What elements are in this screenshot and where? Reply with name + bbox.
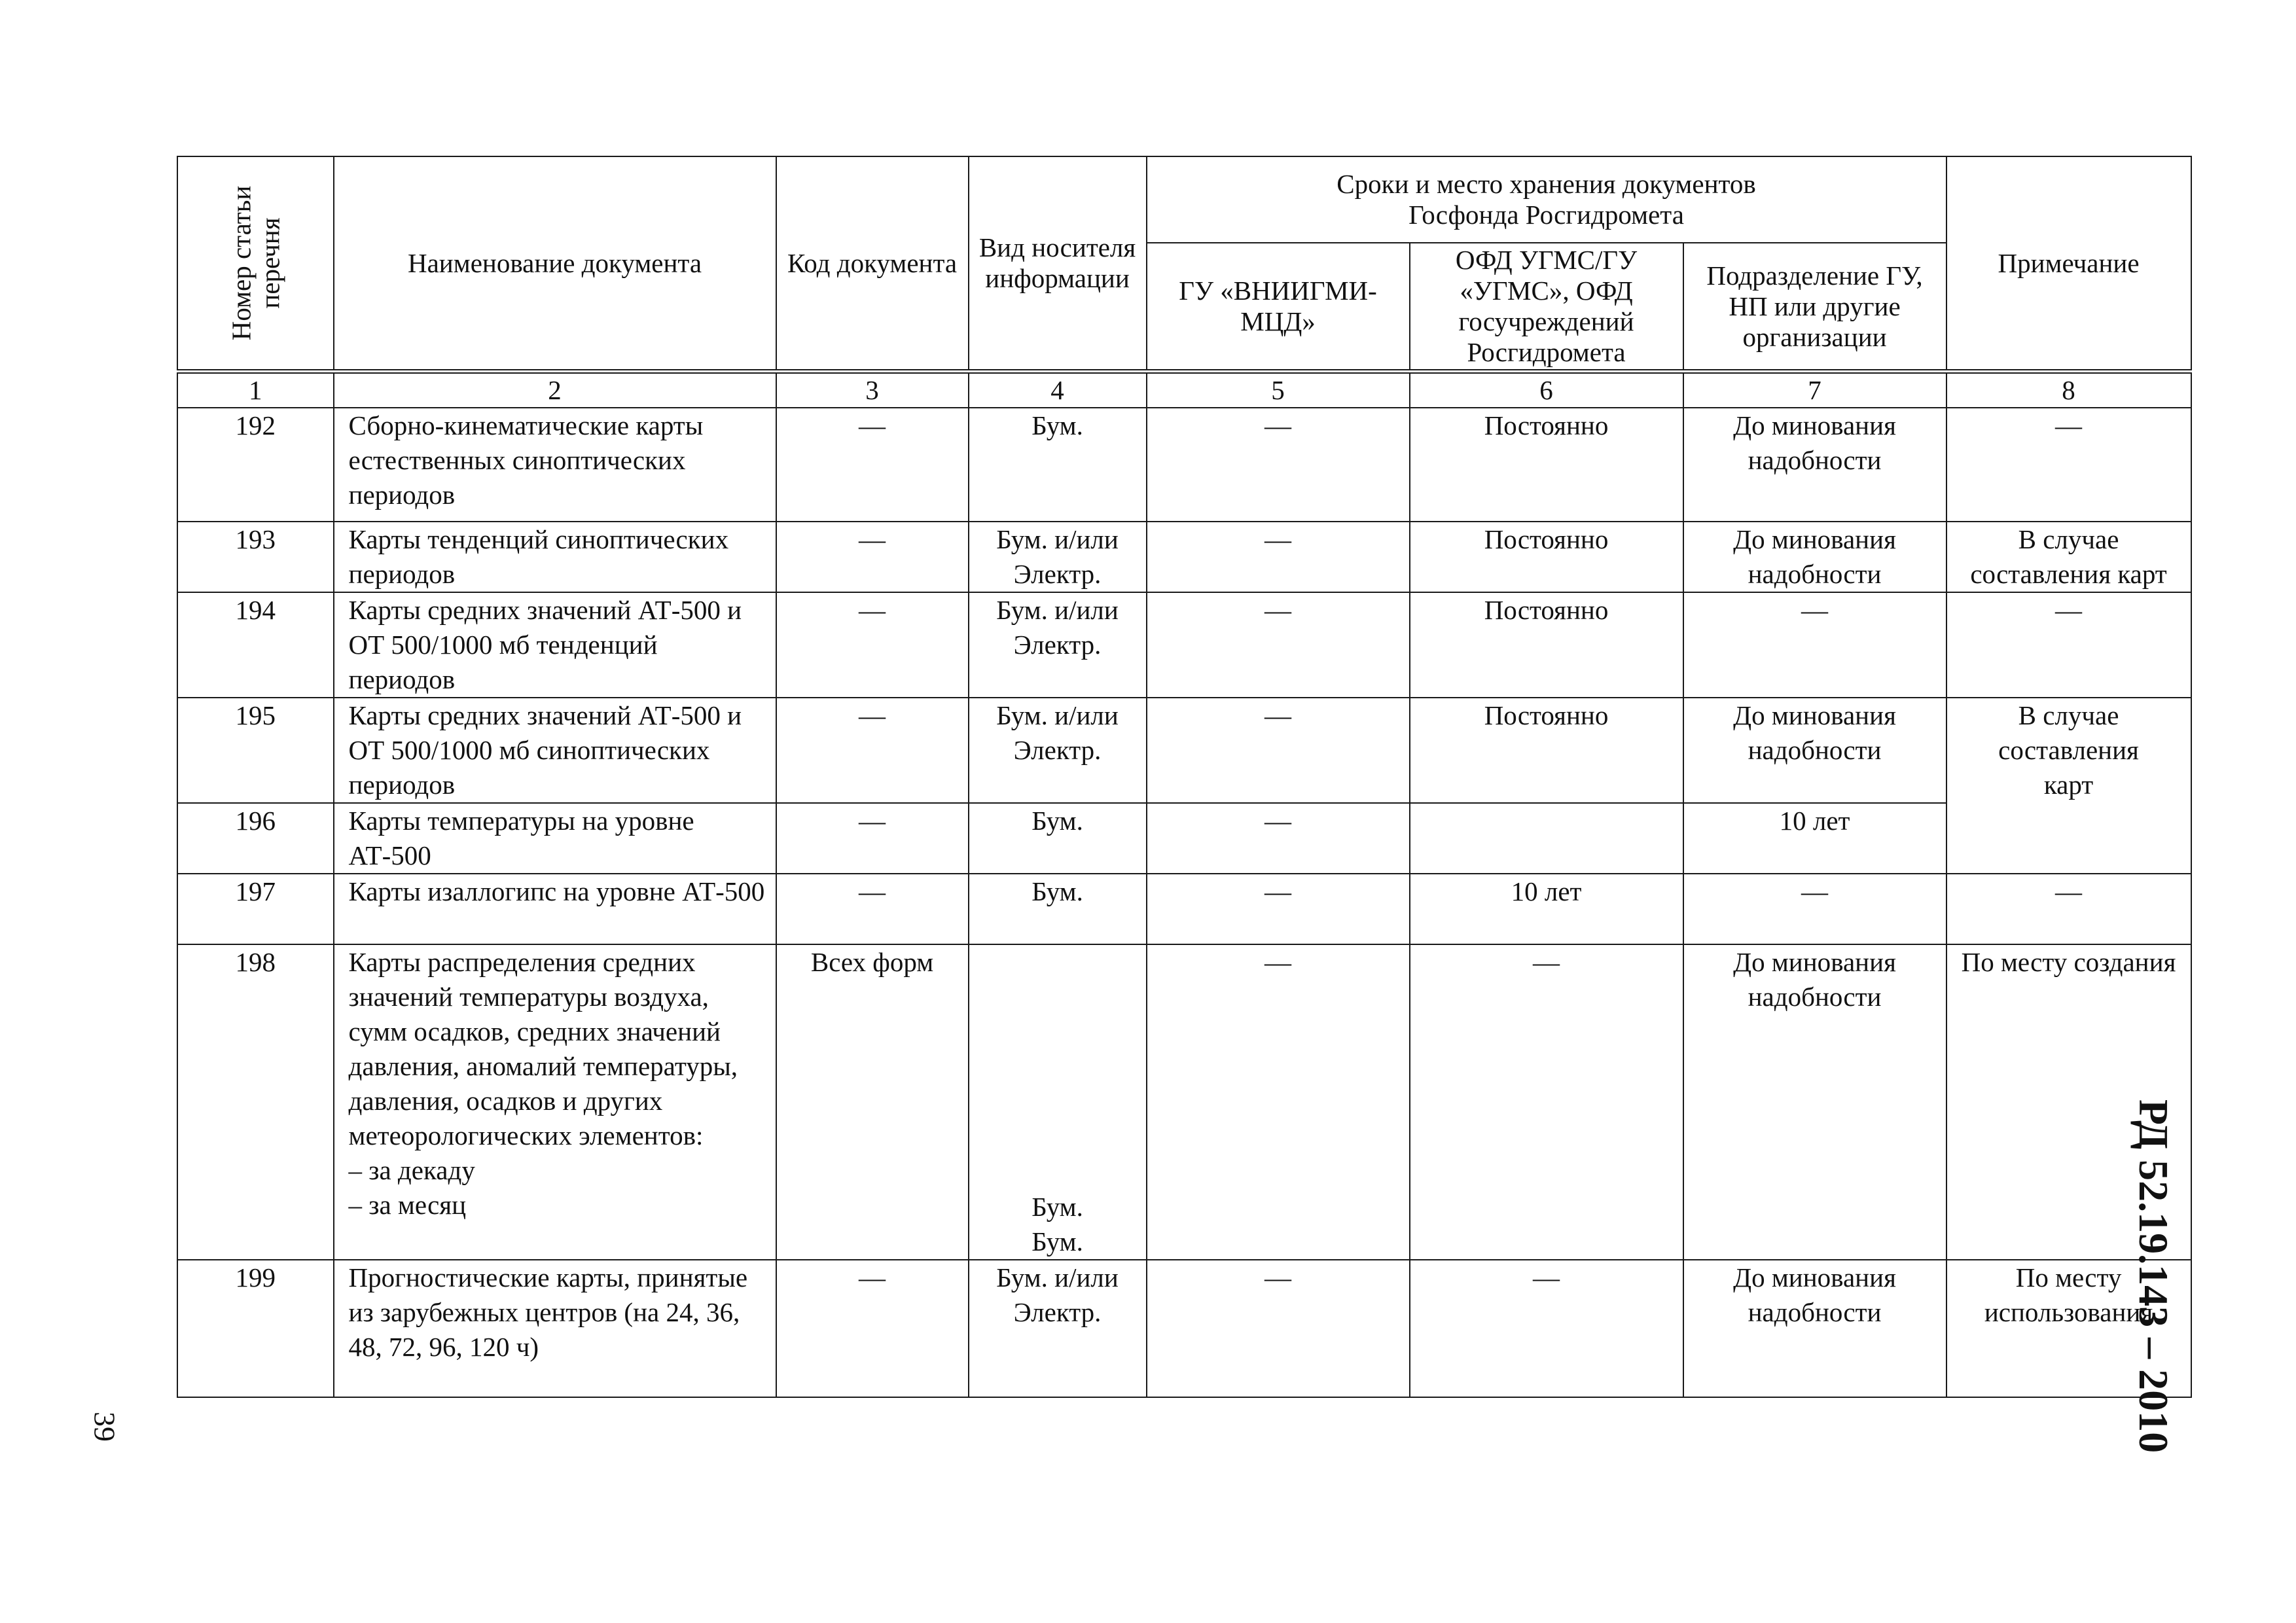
row-document-name: Карты средних значений АТ-500 и ОТ 500/1000 мб синоптических периодов <box>334 698 776 803</box>
row-number: 198 <box>177 944 334 1260</box>
header-article-number-line2: перечня <box>255 217 285 309</box>
row-media: Бум. <box>969 803 1147 874</box>
row-ofd: 10 лет <box>1410 874 1683 944</box>
row-ofd: Постоянно <box>1410 592 1683 698</box>
table-row <box>177 592 2191 698</box>
page-number-text: 39 <box>88 1412 122 1442</box>
header-storage-group-line1: Сроки и место хранения документов <box>1336 169 1756 200</box>
col-number: 5 <box>1147 372 1410 408</box>
row-media: Бум. <box>969 408 1147 522</box>
row-number: 199 <box>177 1260 334 1397</box>
row-media-month: Бум. <box>1031 1226 1083 1257</box>
row-vniigmi: — <box>1147 698 1410 803</box>
row-number: 197 <box>177 874 334 944</box>
row-code: — <box>776 803 969 874</box>
row-document-name <box>334 944 776 1260</box>
row-code: — <box>776 522 969 592</box>
row-media: Бум. <box>969 874 1147 944</box>
row-vniigmi: — <box>1147 874 1410 944</box>
header-note: Примечание <box>1946 156 2191 372</box>
row-sub-item-decade: – за декаду <box>348 1154 475 1185</box>
row-number: 196 <box>177 803 334 874</box>
row-ofd: — <box>1410 944 1683 1260</box>
row-media-decade: Бум. <box>1031 1191 1083 1222</box>
row-number: 195 <box>177 698 334 803</box>
row-document-name: Карты тенденций синоптических периодов <box>334 522 776 592</box>
row-code: — <box>776 698 969 803</box>
row-number: 192 <box>177 408 334 522</box>
row-document-name: Карты средних значений АТ-500 и ОТ 500/1000 мб тенденций периодов <box>334 592 776 698</box>
row-media: Бум. и/или Электр. <box>969 1260 1147 1397</box>
row-code: — <box>776 1260 969 1397</box>
header-article-number <box>177 156 334 372</box>
row-department: До минования надобности <box>1683 698 1946 803</box>
row-ofd: — <box>1410 1260 1683 1397</box>
document-code <box>2127 1099 2179 1454</box>
header-storage-group-line2: Госфонда Росгидромета <box>1408 200 1684 230</box>
row-vniigmi: — <box>1147 944 1410 1260</box>
col-number: 7 <box>1683 372 1946 408</box>
header-department: Подразделение ГУ, НП или другие организации <box>1683 243 1946 371</box>
row-number: 194 <box>177 592 334 698</box>
col-number: 6 <box>1410 372 1683 408</box>
row-department: До минования надобности <box>1683 944 1946 1260</box>
row-media: Бум. и/или Электр. <box>969 698 1147 803</box>
row-media <box>969 944 1147 1260</box>
page-number <box>85 1400 124 1453</box>
col-number: 2 <box>334 372 776 408</box>
row-note: В случае составления карт <box>1946 698 2191 874</box>
row-number: 193 <box>177 522 334 592</box>
row-vniigmi: — <box>1147 803 1410 874</box>
col-number: 3 <box>776 372 969 408</box>
row-code: — <box>776 408 969 522</box>
row-media: Бум. и/или Электр. <box>969 522 1147 592</box>
row-note: — <box>1946 592 2191 698</box>
col-number: 1 <box>177 372 334 408</box>
document-code-text: РД 52.19.143 – 2010 <box>2130 1099 2177 1454</box>
row-code: Всех форм <box>776 944 969 1260</box>
row-department: До минования надобности <box>1683 1260 1946 1397</box>
row-department: 10 лет <box>1683 803 1946 874</box>
row-department: — <box>1683 592 1946 698</box>
records-table <box>177 156 2192 1398</box>
table-row <box>177 522 2191 592</box>
table-row <box>177 698 2191 803</box>
header-vniigmi: ГУ «ВНИИГМИ-МЦД» <box>1147 243 1410 371</box>
row-department: — <box>1683 874 1946 944</box>
row-document-name: Карты температуры на уровне АТ-500 <box>334 803 776 874</box>
row-department: До минования надобности <box>1683 522 1946 592</box>
row-vniigmi: — <box>1147 522 1410 592</box>
row-ofd: Постоянно <box>1410 522 1683 592</box>
row-document-name: Сборно-кинематические карты естественных синоптических периодов <box>334 408 776 522</box>
row-document-name: Прогностические карты, принятые из зарубежных центров (на 24, 36, 48, 72, 96, 120 ч) <box>334 1260 776 1397</box>
header-document-code: Код документа <box>776 156 969 372</box>
row-note: В случае составления карт <box>1946 522 2191 592</box>
header-ofd: ОФД УГМС/ГУ «УГМС», ОФД госучреждений Росгидромета <box>1410 243 1683 371</box>
table-row <box>177 408 2191 522</box>
row-media: Бум. и/или Электр. <box>969 592 1147 698</box>
table-row <box>177 874 2191 944</box>
table-row <box>177 1260 2191 1397</box>
table-row <box>177 944 2191 1260</box>
header-article-number-line1: Номер статьи <box>226 185 257 341</box>
table-row <box>177 803 2191 874</box>
row-vniigmi: — <box>1147 408 1410 522</box>
row-note: По месту создания <box>1946 944 2191 1260</box>
row-note: — <box>1946 408 2191 522</box>
row-document-name: Карты изаллогипс на уровне АТ-500 <box>334 874 776 944</box>
row-note: — <box>1946 874 2191 944</box>
row-ofd: Постоянно <box>1410 698 1683 803</box>
row-vniigmi: — <box>1147 592 1410 698</box>
row-ofd: Постоянно <box>1410 408 1683 522</box>
header-document-name: Наименование документа <box>334 156 776 372</box>
col-number: 8 <box>1946 372 2191 408</box>
row-ofd <box>1410 803 1683 874</box>
col-number: 4 <box>969 372 1147 408</box>
row-sub-item-month: – за месяц <box>348 1189 467 1220</box>
row-code: — <box>776 874 969 944</box>
row-note: По месту использования <box>1946 1260 2191 1397</box>
row-document-name-text: Карты распределения средних значений температуры воздуха, сумм осадков, средних значений давления, аномалий температуры, давления, осадков и других метеорологических элементов: <box>348 946 738 1150</box>
row-department: До минования надобности <box>1683 408 1946 522</box>
header-media-type: Вид носителя информации <box>969 156 1147 372</box>
row-vniigmi: — <box>1147 1260 1410 1397</box>
header-storage-group <box>1147 156 1946 243</box>
row-code: — <box>776 592 969 698</box>
